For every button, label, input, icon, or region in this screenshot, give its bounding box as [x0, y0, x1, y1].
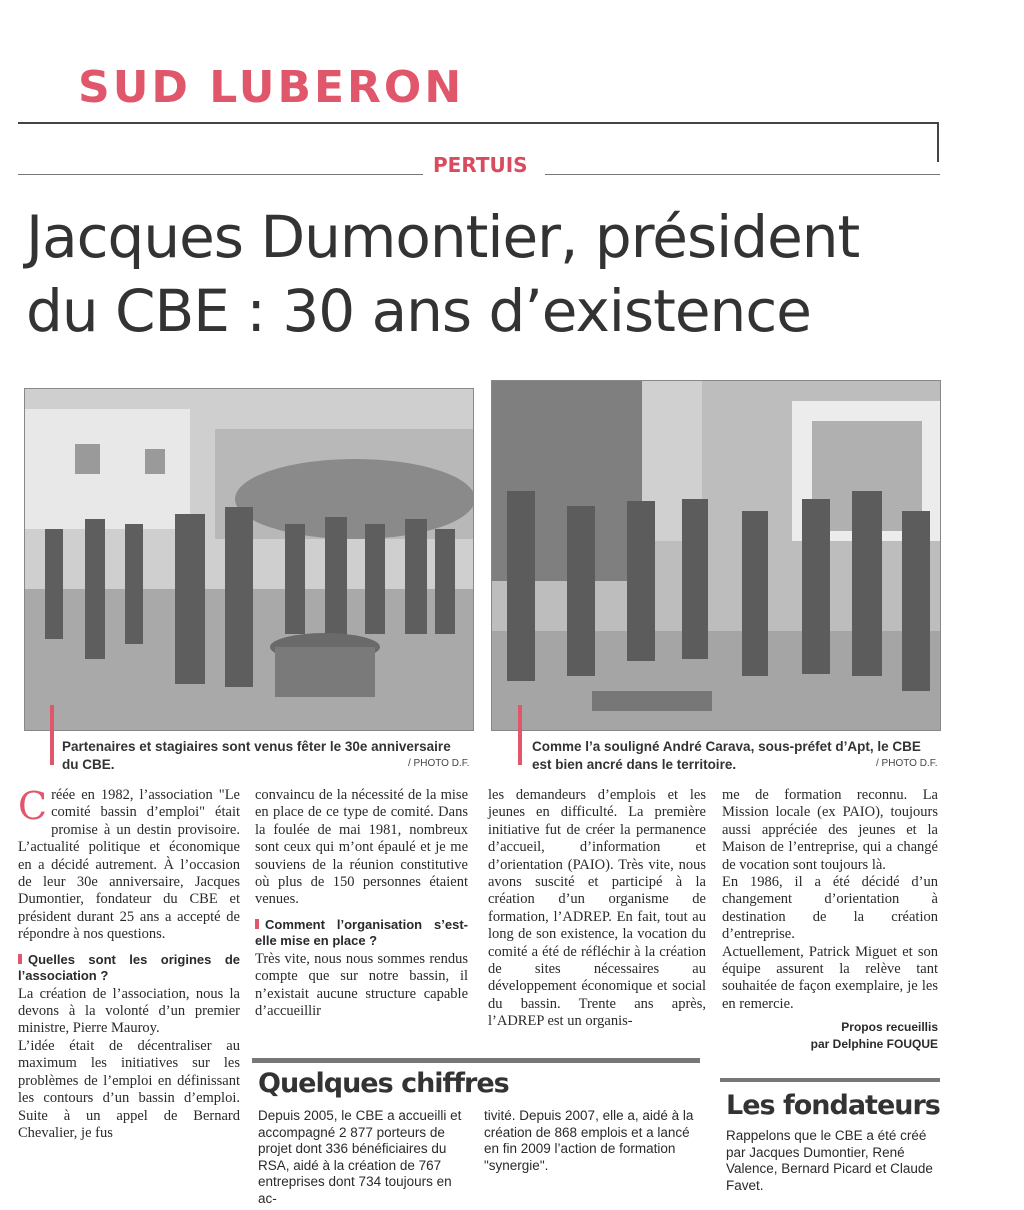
column-2-para: convaincu de la nécessité de la mise en place de ce type de comité. Dans la foulée de mai 1981, nombreux sont ceux qui m’ont épaulé et je me souviens de la réunion constitutive où plus de 150 personnes étaient venues. [255, 787, 468, 908]
column-4-para-1: me de formation reconnu. La Mission locale (ex PAIO), toujours aussi appréciée des jeunes et la Maison de l’entreprise, qui a changé de vocation sont toujours là. [722, 787, 938, 873]
photo-credit-2: / PHOTO D.F. [876, 758, 938, 769]
article-column-3 [488, 787, 706, 1031]
photo-partners [24, 388, 474, 731]
answer-1-para-1: La création de l’association, nous la devons à la volonté d’un premier ministre, Pierre Mauroy. [18, 985, 240, 1037]
column-4-para-2: En 1986, il a été décidé d’un changement d’orientation à destination de la création d’entreprise. [722, 874, 938, 943]
box-chiffres-rule [252, 1058, 700, 1063]
question-marker [18, 954, 22, 964]
article-column-2 [255, 787, 468, 1020]
box-chiffres-title: Quelques chiffres [258, 1068, 509, 1099]
article-column-4 [722, 787, 938, 1053]
signature-line-1: Propos recueillis [841, 1020, 938, 1035]
caption-marker-2 [518, 705, 522, 765]
column-4-para-3: Actuellement, Patrick Miguet et son équipe assurent la relève tant souhaitée de façon exemplaire, je les en remercie. [722, 943, 938, 1012]
drop-cap: C [18, 784, 48, 828]
box-chiffres [252, 1058, 700, 1208]
headline-line-2: du CBE : 30 ans d’existence [26, 277, 811, 345]
photo-caption-2: Comme l’a souligné André Carava, sous-préfet d’Apt, le CBE est bien ancré dans le territoire. [532, 739, 921, 772]
photo-carava [491, 380, 941, 731]
answer-2: Très vite, nous nous sommes rendus compte que sur notre bassin, il n’existait aucune structure capable d’accueillir [255, 950, 468, 1020]
question-2 [255, 917, 468, 949]
box-fondateurs [720, 1078, 940, 1208]
photo-credit-1: / PHOTO D.F. [408, 758, 470, 769]
box-fondateurs-rule [720, 1078, 940, 1082]
section-rule-vertical [937, 122, 939, 162]
box-chiffres-col-1: Depuis 2005, le CBE a accueilli et accompagné 2 877 porteurs de projet dont 336 bénéficiaires du RSA, aidé à la création de 767 entreprises dont 734 toujours en ac- [258, 1108, 462, 1206]
kicker-rule-left [18, 174, 423, 175]
caption-marker-1 [50, 705, 54, 765]
box-fondateurs-title: Les fondateurs [726, 1090, 940, 1121]
signature-line-2: par Delphine FOUQUE [810, 1037, 938, 1052]
headline [26, 200, 956, 348]
question-1-text: Quelles sont les origines de l’association ? [18, 951, 240, 983]
question-1 [18, 952, 240, 984]
kicker-rule-right [545, 174, 940, 175]
kicker: PERTUIS [433, 153, 528, 177]
signature [722, 1019, 938, 1053]
section-rule [18, 122, 938, 124]
intro-text: réée en 1982, l’association "Le comité bassin d’emploi" était promise à un destin provisoire. L’actualité politique et économique en a décidé autrement. À l’occasion de leur 30e anniversaire, Jacques Dumontier, fondateur du CBE et président durant 25 ans a accepté de répondre à nos questions. [18, 787, 240, 943]
box-fondateurs-text: Rappelons que le CBE a été créé par Jacques Dumontier, René Valence, Bernard Picard et Claude Favet. [726, 1128, 933, 1193]
answer-1-para-2: L’idée était de décentraliser au maximum les initiatives sur les problèmes de l’emploi en définissant les contours d’un bassin d’emploi. Suite à un appel de Bernard Chevalier, je fus [18, 1037, 240, 1141]
headline-line-1: Jacques Dumontier, président [26, 203, 860, 271]
column-3-text: les demandeurs d’emplois et les jeunes en difficulté. La première initiative fut de créer la permanence d’accueil, d’information et d’orientation (PAIO). Très vite, nous avons suscité et participé à la création d’un organisme de formation, l’ADREP. En fait, tout au long de son existence, la vocation du comité a été de réfléchir à la création de sites nécessaires au développement économique et social du bassin. Trente ans après, l’ADREP est un organis- [488, 787, 706, 1030]
photo-caption-1: Partenaires et stagiaires sont venus fêter le 30e anniversaire du CBE. [62, 739, 451, 772]
question-2-text: Comment l’organisation s’est-elle mise en place ? [255, 916, 468, 948]
question-marker [255, 919, 259, 929]
article-column-1 [18, 784, 240, 1142]
section-title: SUD LUBERON [78, 62, 465, 113]
box-chiffres-col-2: tivité. Depuis 2007, elle a, aidé à la création de 868 emplois et a lancé en fin 2009 l’action de formation "synergie". [484, 1108, 694, 1173]
